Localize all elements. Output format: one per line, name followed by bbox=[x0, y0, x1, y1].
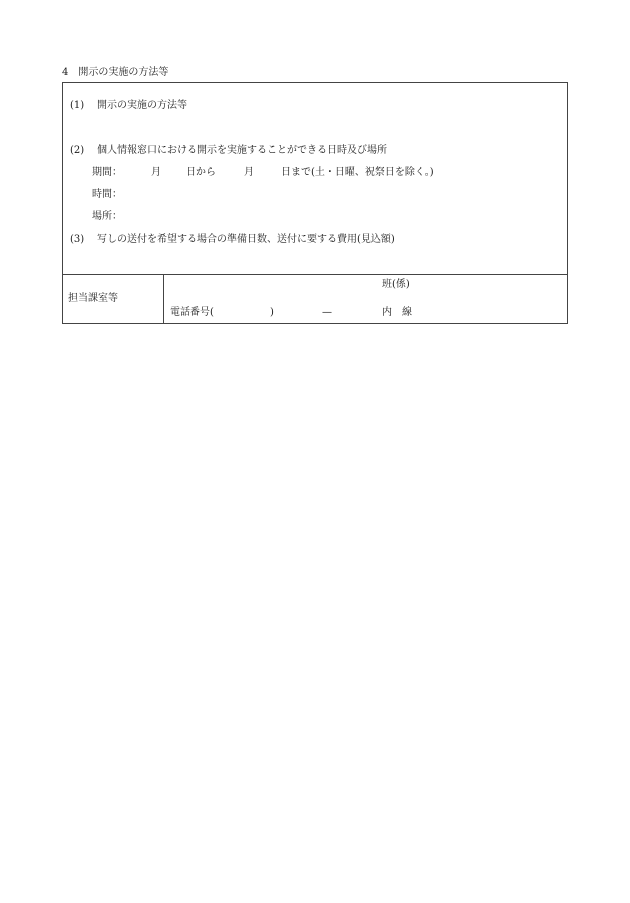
item3-number: (3) bbox=[70, 234, 85, 245]
period-month-2: 月 bbox=[244, 167, 254, 178]
item2-label: 個人情報窓口における開示を実施することができる日時及び場所 bbox=[97, 145, 387, 156]
period-day-until: 日まで(土・日曜、祝祭日を除く。) bbox=[281, 167, 434, 178]
item3-label: 写しの送付を希望する場合の準備日数、送付に要する費用(見込額) bbox=[97, 234, 395, 245]
extension-label: 内 線 bbox=[382, 307, 412, 318]
period-label: 期間： bbox=[92, 167, 122, 178]
item2-number: (2) bbox=[70, 145, 85, 156]
contact-box bbox=[62, 274, 568, 324]
phone-close: ) bbox=[270, 307, 274, 318]
team-label: 班(係) bbox=[382, 279, 410, 290]
phone-label: 電話番号( bbox=[170, 307, 214, 318]
period-month-1: 月 bbox=[151, 167, 161, 178]
item1-label: 開示の実施の方法等 bbox=[97, 100, 187, 111]
section-heading: 4 開示の実施の方法等 bbox=[62, 67, 169, 78]
contact-divider bbox=[163, 274, 164, 324]
place-label: 場所： bbox=[92, 211, 122, 222]
contact-label: 担当課室等 bbox=[68, 293, 118, 304]
period-day-from: 日から bbox=[186, 167, 216, 178]
phone-dash: — bbox=[322, 307, 332, 318]
item1-number: (1) bbox=[70, 100, 85, 111]
time-label: 時間： bbox=[92, 189, 122, 200]
